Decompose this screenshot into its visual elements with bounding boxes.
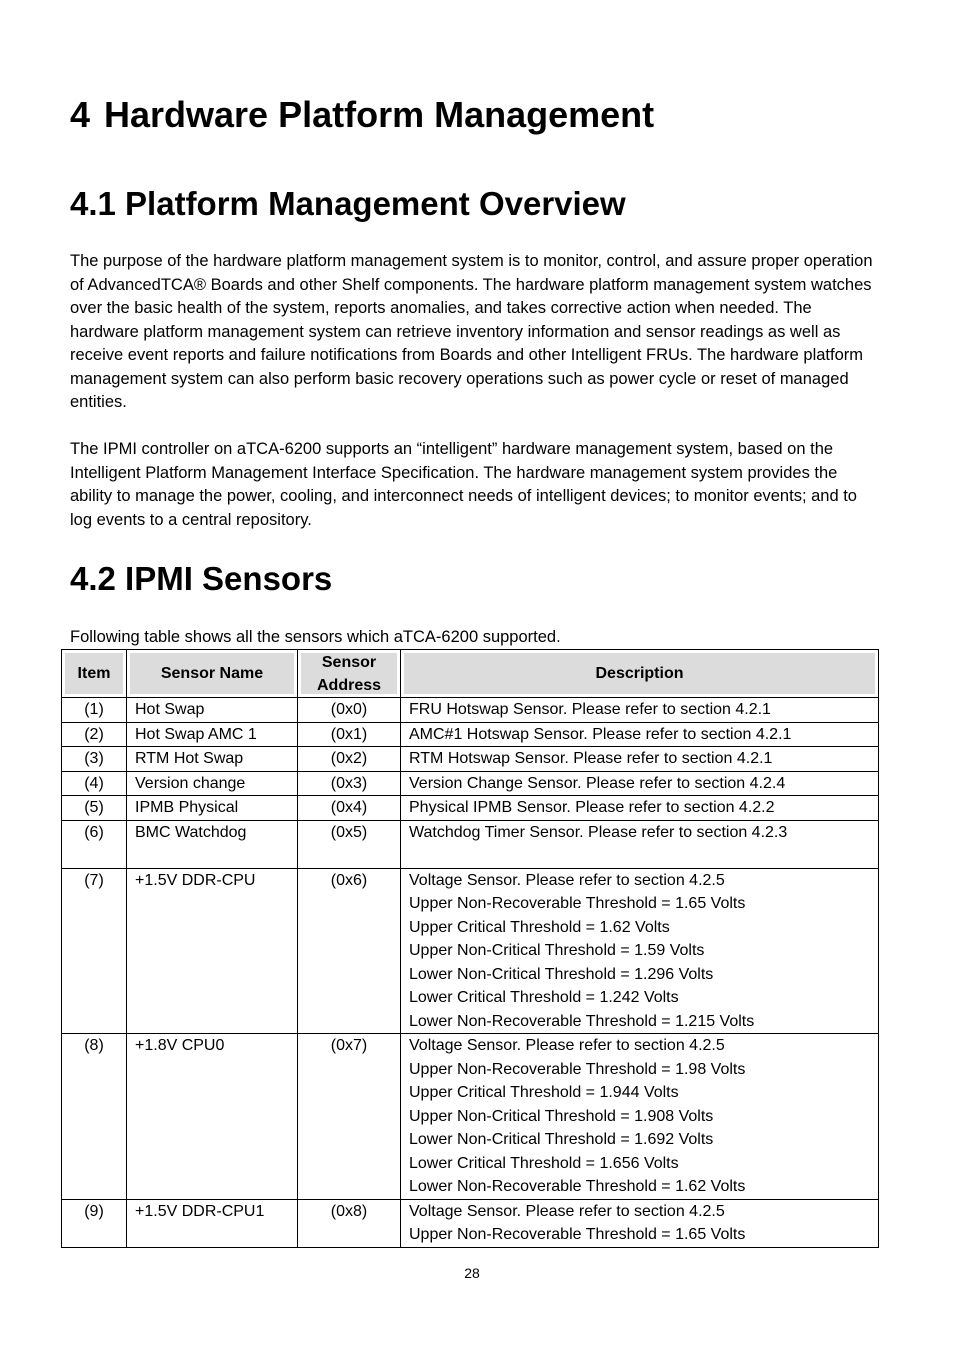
table-row <box>62 820 879 868</box>
description-line: Lower Non-Critical Threshold = 1.296 Volts <box>409 965 714 983</box>
table-row <box>62 1199 879 1247</box>
header-description: Description <box>401 650 879 698</box>
description-line: Lower Critical Threshold = 1.242 Volts <box>409 989 679 1006</box>
description-cell <box>401 1034 879 1200</box>
description-line: FRU Hotswap Sensor. Please refer to section 4.2.1 <box>409 701 771 718</box>
sensor-address-cell: (0x5) <box>298 820 401 868</box>
item-cell: (2) <box>62 722 127 747</box>
description-line: Voltage Sensor. Please refer to section 4.2.5 <box>409 871 725 889</box>
description-cell <box>401 747 879 772</box>
description-cell <box>401 722 879 747</box>
table-row <box>62 796 879 821</box>
description-line: Voltage Sensor. Please refer to section 4.2.5 <box>409 1037 725 1054</box>
description-line: Lower Non-Recoverable Threshold = 1.62 Volts <box>409 1178 746 1195</box>
sensor-address-cell: (0x0) <box>298 698 401 723</box>
sensor-name-cell: Hot Swap <box>127 698 298 723</box>
sensor-name-cell: RTM Hot Swap <box>127 747 298 772</box>
description-line: RTM Hotswap Sensor. Please refer to section 4.2.1 <box>409 750 773 767</box>
item-cell: (7) <box>62 868 127 1034</box>
description-line: Physical IPMB Sensor. Please refer to section 4.2.2 <box>409 799 775 816</box>
sensors-intro: Following table shows all the sensors which aTCA-6200 supported. <box>70 628 561 646</box>
sensor-name-cell: Version change <box>127 771 298 796</box>
sensor-address-cell: (0x3) <box>298 771 401 796</box>
description-cell <box>401 698 879 723</box>
description-line: Upper Non-Recoverable Threshold = 1.65 Volts <box>409 1226 746 1243</box>
table-row <box>62 722 879 747</box>
description-line: Watchdog Timer Sensor. Please refer to section 4.2.3 <box>409 823 788 841</box>
description-line: Upper Non-Critical Threshold = 1.908 Volts <box>409 1107 714 1125</box>
description-line: Lower Non-Critical Threshold = 1.692 Volts <box>409 1131 714 1148</box>
description-line: Upper Non-Recoverable Threshold = 1.98 Volts <box>409 1060 746 1078</box>
description-line: Version Change Sensor. Please refer to section 4.2.4 <box>409 774 786 792</box>
description-line <box>409 844 878 868</box>
sensor-name-cell: +1.8V CPU0 <box>127 1034 298 1200</box>
header-item: Item <box>62 650 127 698</box>
sensor-address-cell: (0x4) <box>298 796 401 821</box>
table-row <box>62 747 879 772</box>
header-sensor-address: Sensor Address <box>298 650 401 698</box>
description-line: AMC#1 Hotswap Sensor. Please refer to section 4.2.1 <box>409 725 792 743</box>
description-line: Upper Non-Recoverable Threshold = 1.65 Volts <box>409 895 746 912</box>
description-line: Lower Non-Recoverable Threshold = 1.215 Volts <box>409 1012 755 1030</box>
sensor-address-cell: (0x1) <box>298 722 401 747</box>
table-row <box>62 1034 879 1200</box>
sensor-name-cell: BMC Watchdog <box>127 820 298 868</box>
description-cell <box>401 820 879 868</box>
description-cell <box>401 1199 879 1247</box>
chapter-heading <box>70 92 654 138</box>
table-row <box>62 771 879 796</box>
item-cell: (8) <box>62 1034 127 1200</box>
item-cell: (4) <box>62 771 127 796</box>
sensor-address-cell: (0x8) <box>298 1199 401 1247</box>
chapter-title: Hardware Platform Management <box>104 94 655 135</box>
table-row <box>62 698 879 723</box>
sensor-table <box>61 649 879 1248</box>
item-cell: (5) <box>62 796 127 821</box>
sensor-address-cell: (0x7) <box>298 1034 401 1200</box>
description-cell <box>401 868 879 1034</box>
overview-paragraph-2: The IPMI controller on aTCA-6200 supports an “intelligent” hardware management system, based on the Intelligent Platform Management Interface Specification. The hardware management system provides the ability to manage the power, cooling, and interconnect needs of intelligent devices; to monitor events; and to log events to a central repository. <box>70 440 857 529</box>
sensor-address-cell: (0x6) <box>298 868 401 1034</box>
table-row <box>62 868 879 1034</box>
description-line: Lower Critical Threshold = 1.656 Volts <box>409 1154 679 1172</box>
description-cell <box>401 796 879 821</box>
sensor-name-cell: Hot Swap AMC 1 <box>127 722 298 747</box>
sensor-name-cell: IPMB Physical <box>127 796 298 821</box>
sensor-name-cell: +1.5V DDR-CPU <box>127 868 298 1034</box>
item-cell: (9) <box>62 1199 127 1247</box>
overview-paragraph-1: The purpose of the hardware platform management system is to monitor, control, and assure proper operation of AdvancedTCA® Boards and other Shelf components. The hardware platform management system watches over the basic health of the system, reports anomalies, and takes corrective action when needed. The hardware platform management system can retrieve inventory information and sensor readings as well as receive event reports and failure notifications from Boards and other Intelligent FRUs. The hardware platform management system can also perform basic recovery operations such as power cycle or reset of managed entities. <box>70 252 873 411</box>
item-cell: (6) <box>62 820 127 868</box>
section-heading-sensors: 4.2 IPMI Sensors <box>70 560 333 597</box>
description-line: Upper Non-Critical Threshold = 1.59 Volts <box>409 942 705 959</box>
description-cell <box>401 771 879 796</box>
description-line: Upper Critical Threshold = 1.62 Volts <box>409 918 670 936</box>
header-sensor-name: Sensor Name <box>127 650 298 698</box>
sensor-name-cell: +1.5V DDR-CPU1 <box>127 1199 298 1247</box>
table-body <box>62 698 879 1248</box>
page-number: 28 <box>464 1265 480 1281</box>
item-cell: (1) <box>62 698 127 723</box>
description-line: Upper Critical Threshold = 1.944 Volts <box>409 1084 679 1101</box>
section-heading-overview: 4.1 Platform Management Overview <box>70 185 626 222</box>
chapter-number: 4 <box>70 94 91 135</box>
item-cell: (3) <box>62 747 127 772</box>
table-header-row <box>62 650 879 698</box>
sensor-address-cell: (0x2) <box>298 747 401 772</box>
description-line: Voltage Sensor. Please refer to section 4.2.5 <box>409 1202 725 1220</box>
